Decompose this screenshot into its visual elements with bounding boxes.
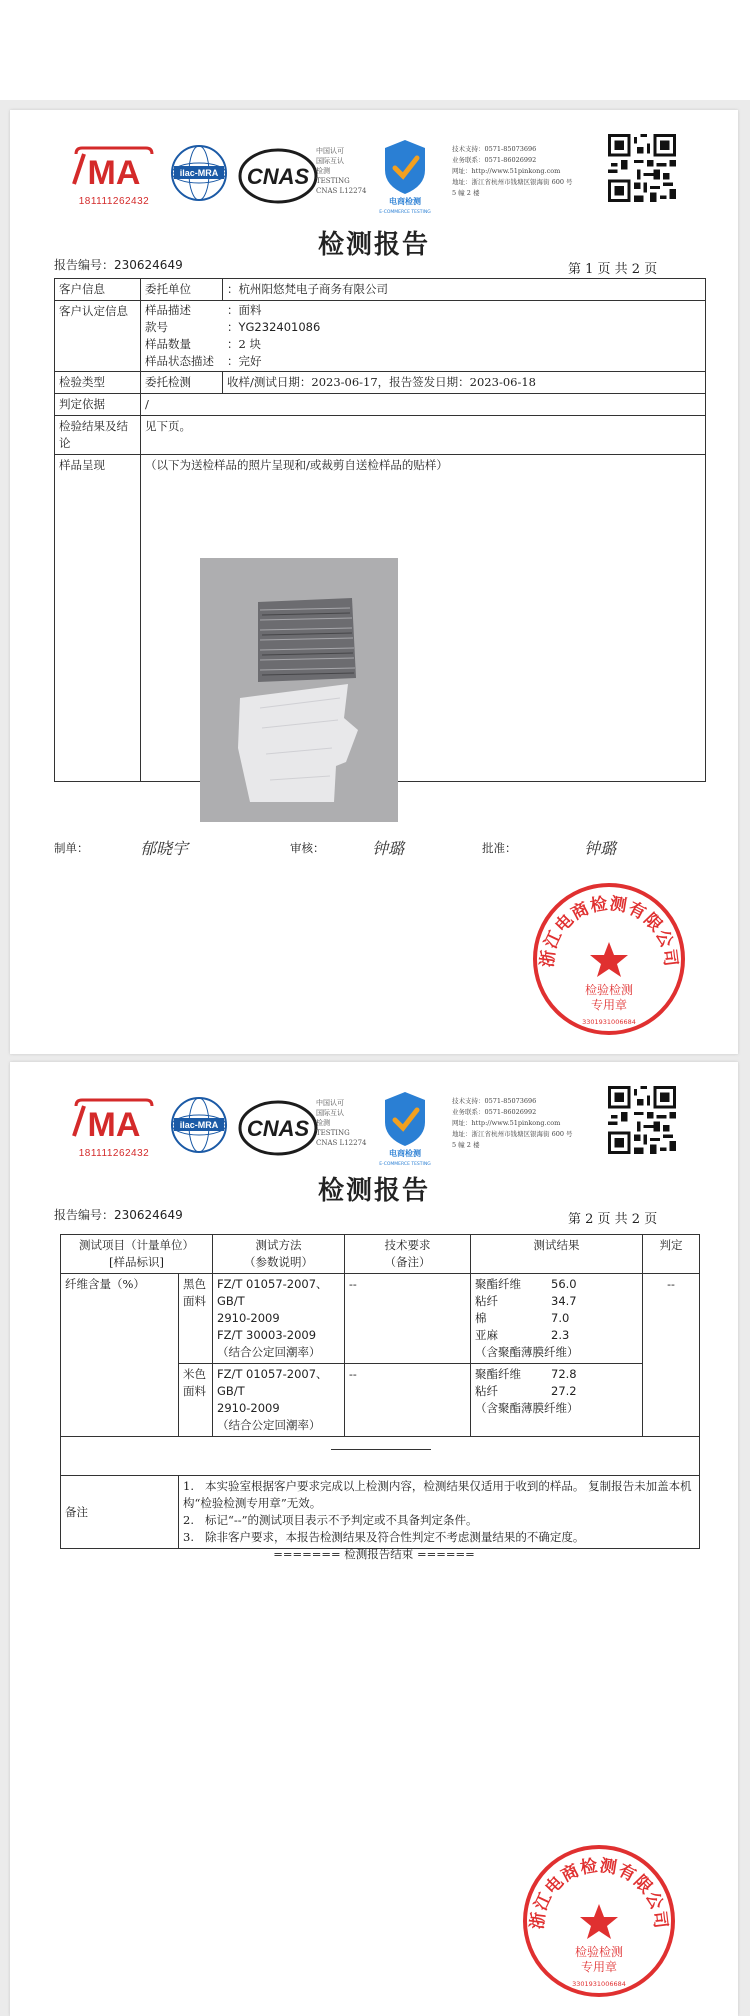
- shield-cn: 电商检测: [389, 1149, 421, 1158]
- remark-item: 1. 本实验室根据客户要求完成以上检测内容，检测结果仅适用于收到的样品。 复制报告未加盖本机构“检验检测专用章”无效。: [183, 1479, 692, 1510]
- col-method-b: （参数说明）: [244, 1255, 313, 1269]
- method-line: 2910-2009: [217, 1311, 280, 1325]
- method-line: （结合公定回潮率）: [217, 1345, 321, 1359]
- client-value: ：杭州阳悠梵电子商务有限公司: [223, 279, 706, 301]
- sample2-results: [471, 1364, 643, 1437]
- sample2-method: [213, 1364, 345, 1437]
- contact-line: 网址：http://www.51pinkong.com: [452, 167, 561, 175]
- fiber-value: 2.3: [551, 1328, 570, 1342]
- ecommerce-testing-logo: [375, 1088, 435, 1168]
- page-title: 检测报告: [317, 230, 430, 260]
- ecommerce-testing-logo: [375, 136, 435, 216]
- contact-line: 业务联系：0571-86026992: [452, 156, 537, 164]
- result-value: 见下页。: [141, 416, 706, 455]
- fiber-value: 72.8: [551, 1367, 577, 1381]
- method-line: 2910-2009: [217, 1401, 280, 1415]
- customer-label: 客户信息: [55, 279, 141, 301]
- shield-en: E-COMMERCE TESTING: [379, 210, 431, 215]
- basis-label: 判定依据: [55, 394, 141, 416]
- contact-line: 5 幢 2 楼: [452, 1141, 480, 1149]
- sample1-method: [213, 1274, 345, 1364]
- fiber-name: 粘纤: [475, 1294, 498, 1308]
- col-result-header: 测试结果: [471, 1235, 643, 1274]
- table-header-row: [61, 1235, 700, 1274]
- sample2-name-a: 米色: [183, 1367, 206, 1381]
- report-number: 报告编号：230624649: [54, 1208, 183, 1222]
- contact-info: [452, 144, 602, 199]
- report-header: [10, 110, 738, 220]
- sample2-name-b: 面料: [183, 1384, 206, 1398]
- contact-line: 地址：浙江省杭州市钱塘区银海街 600 号: [452, 1130, 573, 1138]
- sample-photo: [200, 558, 398, 822]
- cnas-logo: [238, 1098, 318, 1158]
- col-method-header: [213, 1235, 345, 1274]
- col-item-b: [样品标识]: [109, 1255, 164, 1269]
- fiber-name: 粘纤: [475, 1384, 498, 1398]
- table-row: [61, 1476, 700, 1549]
- contact-line: 技术支持：0571-85073696: [452, 145, 537, 153]
- cert-line: 国际互认: [316, 1109, 344, 1117]
- cma-text: MA: [87, 1106, 141, 1144]
- report-end-mark: ======= 检测报告结束 ======: [273, 1547, 475, 1561]
- col-req-b: （备注）: [384, 1255, 431, 1269]
- fiber-name: 聚酯纤维: [475, 1367, 521, 1381]
- confirm-label: 客户认定信息: [55, 301, 141, 372]
- official-seal: [520, 1842, 678, 2000]
- reviewer-label: 审核：: [290, 841, 325, 855]
- col-req-a: 技术要求: [384, 1238, 431, 1252]
- cert-line: 国际互认: [316, 157, 344, 165]
- sample2-name: [179, 1364, 213, 1437]
- style-value: ：YG232401086: [227, 320, 321, 334]
- sample1-results: [471, 1274, 643, 1364]
- table-row: [61, 1437, 700, 1476]
- seal-code: 3301931006684: [582, 1018, 636, 1026]
- qty-label: 样品数量: [145, 337, 191, 351]
- reviewer-signature: 钟璐: [372, 839, 405, 858]
- qty-value: ：2 块: [227, 337, 261, 351]
- remarks-list: [179, 1476, 700, 1549]
- contact-line: 地址：浙江省杭州市钱塘区银海街 600 号: [452, 178, 573, 186]
- fiber-value: 27.2: [551, 1384, 577, 1398]
- shield-en: E-COMMERCE TESTING: [379, 1162, 431, 1167]
- item-label: 纤维含量（%）: [61, 1274, 179, 1437]
- seal-ring-text: 浙江电商检测有限公司: [527, 1855, 671, 1931]
- cert-line: 检测: [316, 167, 330, 175]
- method-line: FZ/T 01057-2007、GB/T: [217, 1277, 328, 1308]
- fiber-name: 聚酯纤维: [475, 1277, 521, 1291]
- sample1-name: [179, 1274, 213, 1364]
- page-title: 检测报告: [317, 1176, 430, 1206]
- seal-inner-b: 专用章: [580, 1960, 618, 1974]
- basis-value: /: [141, 394, 706, 416]
- dates-value: 收样/测试日期：2023-06-17，报告签发日期：2023-06-18: [223, 372, 706, 394]
- divider: [331, 1449, 431, 1450]
- maker-label: 制单：: [54, 841, 89, 855]
- remarks-label: 备注: [61, 1476, 179, 1549]
- seal-ring-text: 浙江电商检测有限公司: [537, 893, 681, 969]
- report-header: [10, 1062, 738, 1172]
- contact-line: 5 幢 2 楼: [452, 189, 480, 197]
- type-value: 委托检测: [141, 372, 223, 394]
- fiber-value: 7.0: [551, 1311, 570, 1325]
- fiber-value: 56.0: [551, 1277, 577, 1291]
- cert-line: CNAS L12274: [316, 1139, 367, 1147]
- fiber-note: （含聚酯薄膜纤维）: [475, 1401, 579, 1415]
- seal-inner-a: 检验检测: [584, 983, 634, 997]
- qr-code: [608, 1086, 676, 1154]
- cert-line: 中国认可: [316, 147, 344, 155]
- type-label: 检验类型: [55, 372, 141, 394]
- shield-cn: 电商检测: [389, 197, 421, 206]
- fiber-value: 34.7: [551, 1294, 577, 1308]
- fiber-name: 棉: [475, 1311, 487, 1325]
- sample1-name-a: 黑色: [183, 1277, 206, 1291]
- remark-item: 2. 标记“--”的测试项目表示不予判定或不具备判定条件。: [183, 1513, 478, 1527]
- table-row: [55, 372, 706, 394]
- ilac-text: ilac-MRA: [179, 1120, 219, 1130]
- remark-item: 3. 除非客户要求，本报告检测结果及符合性判定不考虑测量结果的不确定度。: [183, 1530, 585, 1544]
- col-item-a: 测试项目（计量单位）: [79, 1238, 194, 1252]
- report-page-1: [10, 110, 738, 1054]
- verdict-value: --: [643, 1274, 700, 1437]
- ilac-text: ilac-MRA: [179, 168, 219, 178]
- present-label: 样品呈现: [55, 455, 141, 782]
- seal-inner-b: 专用章: [590, 998, 628, 1012]
- col-verdict-header: 判定: [643, 1235, 700, 1274]
- present-value: （以下为送检样品的照片呈现和/或裁剪自送检样品的贴样）: [141, 455, 706, 782]
- cert-line: 检测: [316, 1119, 330, 1127]
- style-label: 款号: [145, 320, 168, 334]
- state-label: 样品状态描述: [145, 354, 214, 368]
- page-number: 第 1 页 共 2 页: [568, 262, 658, 277]
- cma-logo: [70, 144, 158, 210]
- top-margin: [0, 0, 750, 100]
- contact-line: 网址：http://www.51pinkong.com: [452, 1119, 561, 1127]
- cert-line: CNAS L12274: [316, 187, 367, 195]
- sample1-req: --: [345, 1274, 471, 1364]
- cnas-text: CNAS: [246, 164, 310, 189]
- cma-text: MA: [87, 154, 141, 192]
- table-row: [61, 1274, 700, 1364]
- seal-code: 3301931006684: [572, 1980, 626, 1988]
- sample2-req: --: [345, 1364, 471, 1437]
- state-value: ：完好: [227, 354, 262, 368]
- method-line: （结合公定回潮率）: [217, 1418, 321, 1432]
- signature-row: [54, 840, 706, 856]
- qr-code: [608, 134, 676, 202]
- cnas-logo: [238, 146, 318, 206]
- result-label: 检验结果及结论: [55, 416, 141, 455]
- approver-label: 批准：: [482, 841, 517, 855]
- report-page-2: [10, 1062, 738, 2016]
- cert-info: [316, 146, 366, 196]
- ilac-mra-logo: [170, 1096, 228, 1156]
- confirm-cell: [141, 301, 706, 372]
- method-line: FZ/T 01057-2007、GB/T: [217, 1367, 328, 1398]
- table-row: [55, 279, 706, 301]
- fiber-note: （含聚酯薄膜纤维）: [475, 1345, 579, 1359]
- cnas-text: CNAS: [246, 1116, 310, 1141]
- cert-info: [316, 1098, 366, 1148]
- approver-signature: 钟璐: [584, 839, 617, 858]
- report-number: 报告编号：230624649: [54, 258, 183, 272]
- page-number: 第 2 页 共 2 页: [568, 1212, 658, 1227]
- client-label: 委托单位: [141, 279, 223, 301]
- cert-line: TESTING: [316, 177, 350, 185]
- ilac-mra-logo: [170, 144, 228, 204]
- official-seal: [530, 880, 688, 1038]
- fiber-name: 亚麻: [475, 1328, 498, 1342]
- contact-info: [452, 1096, 602, 1151]
- maker-signature: 郁晓宇: [140, 839, 189, 858]
- col-method-a: 测试方法: [255, 1238, 302, 1252]
- seal-inner-a: 检验检测: [574, 1945, 624, 1959]
- table-row: [55, 416, 706, 455]
- sample-desc-value: ：面料: [227, 303, 262, 317]
- spacer-row: [61, 1437, 700, 1476]
- cert-line: TESTING: [316, 1129, 350, 1137]
- col-req-header: [345, 1235, 471, 1274]
- table-row: [55, 301, 706, 372]
- test-result-table: [60, 1234, 700, 1549]
- cma-code: 181111262432: [78, 1148, 150, 1159]
- contact-line: 业务联系：0571-86026992: [452, 1108, 537, 1116]
- cert-line: 中国认可: [316, 1099, 344, 1107]
- sample1-name-b: 面料: [183, 1294, 206, 1308]
- method-line: FZ/T 30003-2009: [217, 1328, 317, 1342]
- contact-line: 技术支持：0571-85073696: [452, 1097, 537, 1105]
- col-item-header: [61, 1235, 213, 1274]
- table-row: [55, 394, 706, 416]
- cma-code: 181111262432: [78, 196, 150, 207]
- sample-desc-label: 样品描述: [145, 303, 191, 317]
- cma-logo: [70, 1096, 158, 1162]
